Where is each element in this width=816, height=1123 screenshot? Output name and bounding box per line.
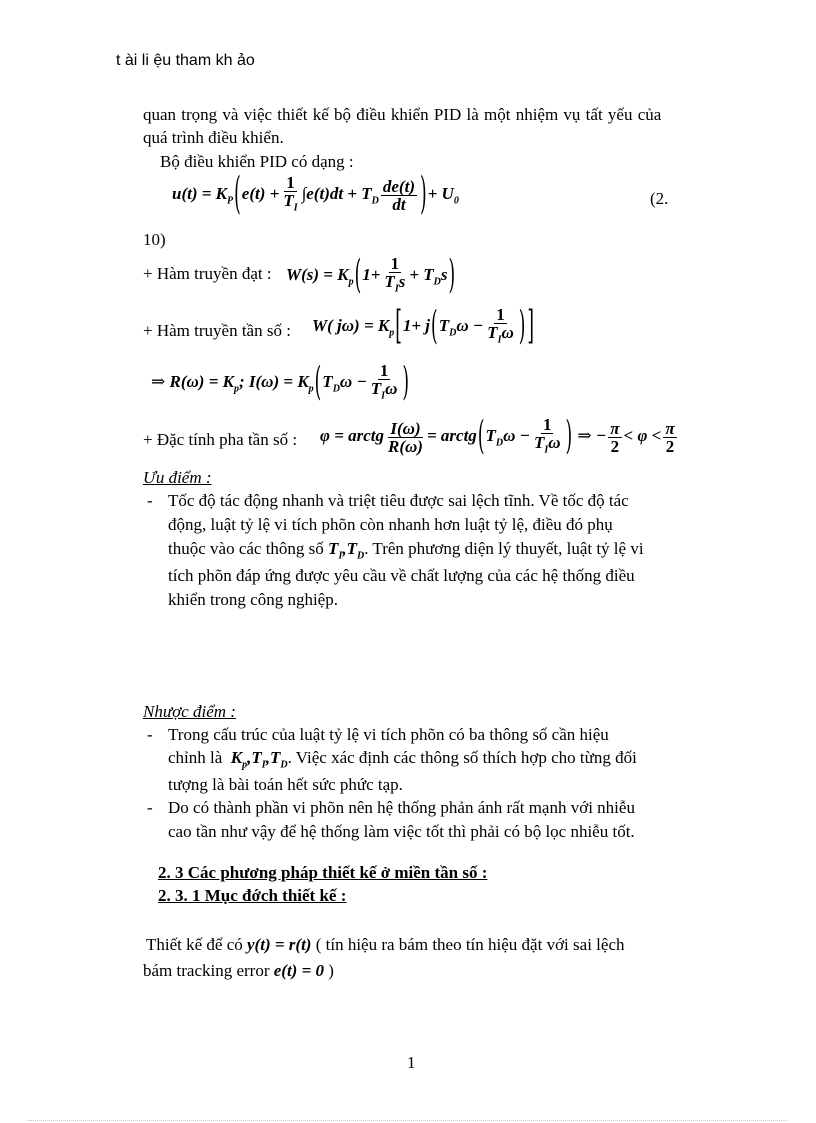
section-line	[146, 934, 624, 956]
line-text: ( tín hiệu ra bám theo tín hiệu đặt với sai lệch	[315, 935, 625, 954]
list-item-line: Tốc độ tác động nhanh và triệt tiêu được sai lệch tĩnh. Về tốc độ tác	[168, 491, 629, 510]
implies-arrow: ⇒	[151, 372, 166, 392]
list-item-line: tích phõn đáp ứng được yêu cầu về chất lượng của các hệ thống điều	[168, 566, 635, 585]
list-item-line	[168, 538, 644, 567]
list-item-line: động, luật tỷ lệ vi tích phõn còn nhanh hơn luật tỷ lệ, điều đó phụ	[168, 515, 613, 534]
params-symbols: $K_p,T_I,T_D$	[226, 748, 288, 771]
phase-equation: φ = arctg $\frac{I(\omega)}{R(\omega)}$ = $arctg(T_D\omega$ − $\frac{1}{T_I\omega}$ ) ⇒ − $\frac{\pi}{2}$ < φ < $\frac{\pi}{2}$	[320, 414, 675, 461]
real-imag-equation: ⇒ $R(\omega) = K_p$; $I(\omega) = K_p(T_D\omega$ − $\frac{1}{T_I\omega}$ )	[151, 360, 410, 407]
list-item-line: tượng là bài toán hết sức phức tạp.	[168, 775, 403, 794]
pid-intro: Bộ điều khiển PID có dạng :	[160, 152, 354, 171]
equation-number: (2.	[650, 189, 669, 208]
tracking-equation: y(t) = r(t)	[247, 935, 312, 954]
list-item-line: Trong cấu trúc của luật tỷ lệ vi tích phõn có ba thông số cần hiệu	[168, 725, 609, 744]
list-item-line	[168, 747, 637, 776]
bullet-dash: -	[147, 798, 153, 817]
frequency-function-label: + Hàm truyền tần số :	[143, 321, 291, 340]
bullet-dash: -	[147, 725, 153, 744]
frequency-function-equation: W( $j\omega) = K_p[1+ j(T_D\omega$ − $\frac{1}{T_I\omega}$ ) ]	[312, 304, 535, 351]
line-text: . Việc xác định các thông số thích hợp cho từng đối	[287, 748, 637, 767]
page-number: 1	[407, 1053, 416, 1072]
section-heading: 2. 3 Các phương pháp thiết kế ở miền tần số :	[158, 863, 488, 882]
list-item-line: khiển trong công nghiệp.	[168, 590, 338, 609]
transfer-function-label: + Hàm truyền đạt :	[143, 264, 272, 283]
phase-label: + Đặc tính pha tần số :	[143, 430, 298, 449]
disadvantages-title: Nhược điểm :	[143, 702, 236, 721]
line-text: . Trên phương diện lý thuyết, luật tỷ lệ vi	[364, 539, 644, 558]
section-line	[143, 960, 334, 982]
line-text: Thiết kế để có	[146, 935, 243, 954]
page-bottom-divider	[28, 1120, 788, 1121]
error-equation: e(t) = 0	[273, 961, 325, 980]
paragraph-line: quá trình điều khiển.	[143, 128, 284, 147]
line-text: thuộc vào các thông số	[168, 539, 324, 558]
line-text: bám tracking error	[143, 961, 270, 980]
equation-number-cont: 10)	[143, 230, 166, 249]
bullet-dash: -	[147, 491, 153, 510]
params-symbols: $T_I,T_D$	[328, 539, 365, 562]
list-item-line: Do có thành phần vi phõn nên hệ thống phản ánh rất mạnh với nhiễu	[168, 798, 635, 817]
transfer-function-equation: $W(s) = K_p(1+$ $\frac{1}{T_Is}$ + $T_Ds$)	[286, 253, 456, 300]
page-header: t ài li ệu tham kh ảo	[116, 52, 255, 69]
line-text: )	[328, 961, 334, 980]
advantages-title: Ưu điểm :	[143, 468, 212, 487]
paragraph-line: quan trọng và việc thiết kế bộ điều khiển PID là một nhiệm vụ tất yếu của	[143, 105, 662, 124]
list-item-line: cao tần như vậy để hệ thống làm việc tốt thì phải có bộ lọc nhiễu tốt.	[168, 822, 635, 841]
section-subheading: 2. 3. 1 Mục đớch thiết kế :	[158, 886, 347, 905]
pid-equation: $u(t) = K_P(e(t)$ + $\frac{1}{T_I}$ $\int e(t)dt + T_D$ $\frac{de(t)}{dt}$ )+ $U_0$	[172, 169, 459, 222]
line-text: chỉnh là	[168, 748, 223, 767]
